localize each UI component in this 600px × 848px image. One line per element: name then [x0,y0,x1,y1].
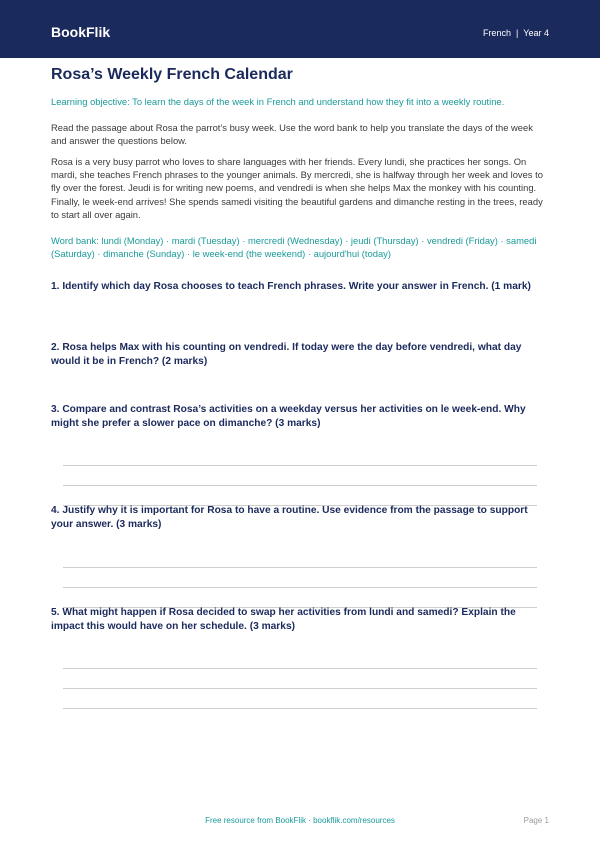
question-1: 1. Identify which day Rosa chooses to teach French phrases. Write your answer in French. (1 mark) [51,281,531,292]
question-4: 4. Justify why it is important for Rosa to have a routine. Use evidence from the passage to support your answer. (3 marks) [51,505,528,530]
brand-logo: BookFlik [51,24,111,40]
learning-objective: Learning objective: To learn the days of the week in French and understand how they fit into a weekly routine. [51,96,505,107]
answer-line[interactable] [63,708,537,709]
header-bar [0,0,600,58]
word-bank: Word bank: lundi (Monday) · mardi (Tuesday) · mercredi (Wednesday) · jeudi (Thursday) · vendredi (Friday) · samedi (Saturday) · dimanche (Sunday) · le week-end (the weekend) · aujourd'hui (today) [51,235,537,260]
meta-separator: | [515,28,519,38]
answer-line[interactable] [63,688,537,689]
page-number: Page 1 [523,816,549,825]
page-title: Rosa’s Weekly French Calendar [51,66,293,83]
footer-credit: Free resource from BookFlik · bookflik.com/resources [205,816,395,825]
subject-label: French [482,28,511,38]
answer-line[interactable] [63,567,537,568]
answer-line[interactable] [63,587,537,588]
answer-line[interactable] [63,668,537,669]
answer-line[interactable] [63,485,537,486]
intro-text: Read the passage about Rosa the parrot’s busy week. Use the word bank to help you translate the days of the week and answer the questions below. [51,122,533,147]
story-passage: Rosa is a very busy parrot who loves to share languages with her friends. Every lundi, she practices her songs. On mardi, she teaches French phrases to the younger animals. By mercredi, she is halfway through her week and loves to fly over the forest. Jeudi is for writing new poems, and vendredi is when she helps Max the monkey with his counting. Finally, le week-end arrives! She spends samedi visiting the beautiful gardens and dimanche resting in the trees, ready to start all over again. [51,156,543,220]
question-5: 5. What might happen if Rosa decided to swap her activities from lundi and samedi? Explain the impact this would have on her schedule. (3 marks) [51,607,516,632]
question-3: 3. Compare and contrast Rosa’s activities on a weekday versus her activities on le week-end. Why might she prefer a slower pace on dimanche? (3 marks) [51,404,526,429]
year-label: Year 4 [523,28,549,38]
question-2: 2. Rosa helps Max with his counting on vendredi. If today were the day before vendredi, what day would it be in French? (2 marks) [51,342,522,367]
header-meta [483,27,549,39]
answer-line[interactable] [63,465,537,466]
